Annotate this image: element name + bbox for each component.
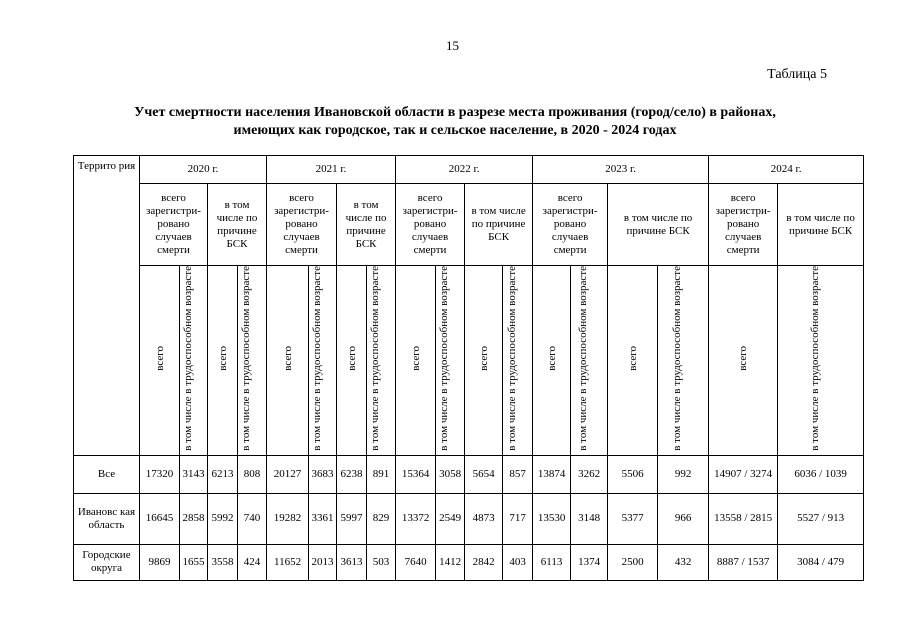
subheader-total-text: всего: [737, 346, 750, 371]
cell: 5377: [608, 493, 658, 544]
cell: 19282: [267, 493, 309, 544]
subheader-working-age: [180, 266, 208, 456]
cell: 403: [503, 544, 533, 580]
cell: 7640: [396, 544, 436, 580]
cell: 15364: [396, 455, 436, 493]
table-row-ivanovo-region: [74, 493, 864, 544]
bsk-header-2023: в том числе по причине БСК: [608, 184, 709, 266]
subheader-working-age-text: в том числе в трудоспособном возрасте: [808, 266, 821, 451]
subheader-working-age-text: в том числе в трудоспособном возрасте: [505, 266, 518, 451]
cell: 2549: [436, 493, 465, 544]
subheader-total: [140, 266, 180, 456]
subheader-total-text: всего: [626, 346, 639, 371]
subheader-working-age-text: в том числе в трудоспособном возрасте: [671, 266, 684, 451]
cell: 5506: [608, 455, 658, 493]
subheader-total: [208, 266, 238, 456]
cell: 14907 / 3274: [709, 455, 778, 493]
cell: 2500: [608, 544, 658, 580]
subheader-total: [608, 266, 658, 456]
cell: 1412: [436, 544, 465, 580]
subheader-total: [465, 266, 503, 456]
cell: 13558 / 2815: [709, 493, 778, 544]
bsk-header-2022: в том числе по причине БСК: [465, 184, 533, 266]
cell: 424: [238, 544, 267, 580]
subheader-working-age: [778, 266, 864, 456]
cell: 1655: [180, 544, 208, 580]
cell: 891: [367, 455, 396, 493]
cell: 5992: [208, 493, 238, 544]
cell: 3058: [436, 455, 465, 493]
subheader-total: [267, 266, 309, 456]
subheader-working-age: [503, 266, 533, 456]
subheader-working-age: [309, 266, 337, 456]
subheader-total: [709, 266, 778, 456]
subheader-total-text: всего: [345, 346, 358, 371]
cell: 2858: [180, 493, 208, 544]
year-header-2020: 2020 г.: [140, 156, 267, 184]
title-line-2: имеющих как городское, так и сельское население, в 2020 - 2024 годах: [233, 123, 677, 138]
cell: 16645: [140, 493, 180, 544]
bsk-header-2020: в том числе по причине БСК: [208, 184, 267, 266]
subheader-total-text: всего: [477, 346, 490, 371]
subheader-working-age-text: в том числе в трудоспособном возрасте: [438, 266, 451, 451]
subheader-total: [396, 266, 436, 456]
cell: 13372: [396, 493, 436, 544]
total-registered-header-2021: всего зарегистри- ровано случаев смерти: [267, 184, 337, 266]
subheader-working-age: [436, 266, 465, 456]
cell: 3143: [180, 455, 208, 493]
total-registered-header-2020: всего зарегистри- ровано случаев смерти: [140, 184, 208, 266]
subheader-total-text: всего: [545, 346, 558, 371]
mortality-table: [73, 155, 864, 581]
subheader-working-age-text: в том числе в трудоспособном возрасте: [240, 266, 253, 451]
subheader-working-age-text: в том числе в трудоспособном возрасте: [182, 266, 194, 451]
cell: 857: [503, 455, 533, 493]
cell: 9869: [140, 544, 180, 580]
cell: 2842: [465, 544, 503, 580]
table-label: Таблица 5: [767, 67, 827, 82]
subheader-working-age: [367, 266, 396, 456]
subheader-working-age-text: в том числе в трудоспособном возрасте: [577, 266, 590, 451]
year-header-2021: 2021 г.: [267, 156, 396, 184]
cell: 6036 / 1039: [778, 455, 864, 493]
cell: 966: [658, 493, 709, 544]
cell: 3683: [309, 455, 337, 493]
subheader-working-age: [658, 266, 709, 456]
table-row-city-districts: [74, 544, 864, 580]
cell: 503: [367, 544, 396, 580]
cell: 6113: [533, 544, 571, 580]
cell: 6213: [208, 455, 238, 493]
row-label: Все: [74, 455, 140, 493]
cell: 8887 / 1537: [709, 544, 778, 580]
cell: 6238: [337, 455, 367, 493]
cell: 992: [658, 455, 709, 493]
cell: 3262: [571, 455, 608, 493]
table-row-all: [74, 455, 864, 493]
cell: 5997: [337, 493, 367, 544]
subheader-working-age-text: в том числе в трудоспособном возрасте: [311, 266, 324, 451]
cell: 808: [238, 455, 267, 493]
cell: 432: [658, 544, 709, 580]
page-number: 15: [446, 38, 459, 53]
subheader-working-age: [571, 266, 608, 456]
cell: 717: [503, 493, 533, 544]
cell: 1374: [571, 544, 608, 580]
bsk-header-2021: в том числе по причине БСК: [337, 184, 396, 266]
title-line-1: Учет смертности населения Ивановской области в разрезе места проживания (город/село) в районах,: [134, 105, 776, 120]
subheader-total: [337, 266, 367, 456]
cell: 3361: [309, 493, 337, 544]
total-registered-header-2022: всего зарегистри- ровано случаев смерти: [396, 184, 465, 266]
year-header-2022: 2022 г.: [396, 156, 533, 184]
cell: 5654: [465, 455, 503, 493]
cell: 4873: [465, 493, 503, 544]
cell: 740: [238, 493, 267, 544]
cell: 829: [367, 493, 396, 544]
cell: 13874: [533, 455, 571, 493]
total-registered-header-2024: всего зарегистри- ровано случаев смерти: [709, 184, 778, 266]
subheader-working-age: [238, 266, 267, 456]
subheader-total-text: всего: [153, 346, 166, 371]
cell: 3148: [571, 493, 608, 544]
cell: 13530: [533, 493, 571, 544]
subheader-total-text: всего: [409, 346, 422, 371]
subheader-total-text: всего: [216, 346, 229, 371]
cell: 3558: [208, 544, 238, 580]
row-label: Городские округа: [74, 544, 140, 580]
cell: 3084 / 479: [778, 544, 864, 580]
territory-header: Террито рия: [74, 156, 140, 456]
subheader-total: [533, 266, 571, 456]
cell: 20127: [267, 455, 309, 493]
cell: 11652: [267, 544, 309, 580]
cell: 17320: [140, 455, 180, 493]
subheader-working-age-text: в том числе в трудоспособном возрасте: [369, 266, 382, 451]
table-title: [60, 104, 850, 140]
year-header-2023: 2023 г.: [533, 156, 709, 184]
row-label: Ивановс кая область: [74, 493, 140, 544]
cell: 5527 / 913: [778, 493, 864, 544]
cell: 2013: [309, 544, 337, 580]
subheader-total-text: всего: [281, 346, 294, 371]
total-registered-header-2023: всего зарегистри- ровано случаев смерти: [533, 184, 608, 266]
cell: 3613: [337, 544, 367, 580]
bsk-header-2024: в том числе по причине БСК: [778, 184, 864, 266]
year-header-2024: 2024 г.: [709, 156, 864, 184]
